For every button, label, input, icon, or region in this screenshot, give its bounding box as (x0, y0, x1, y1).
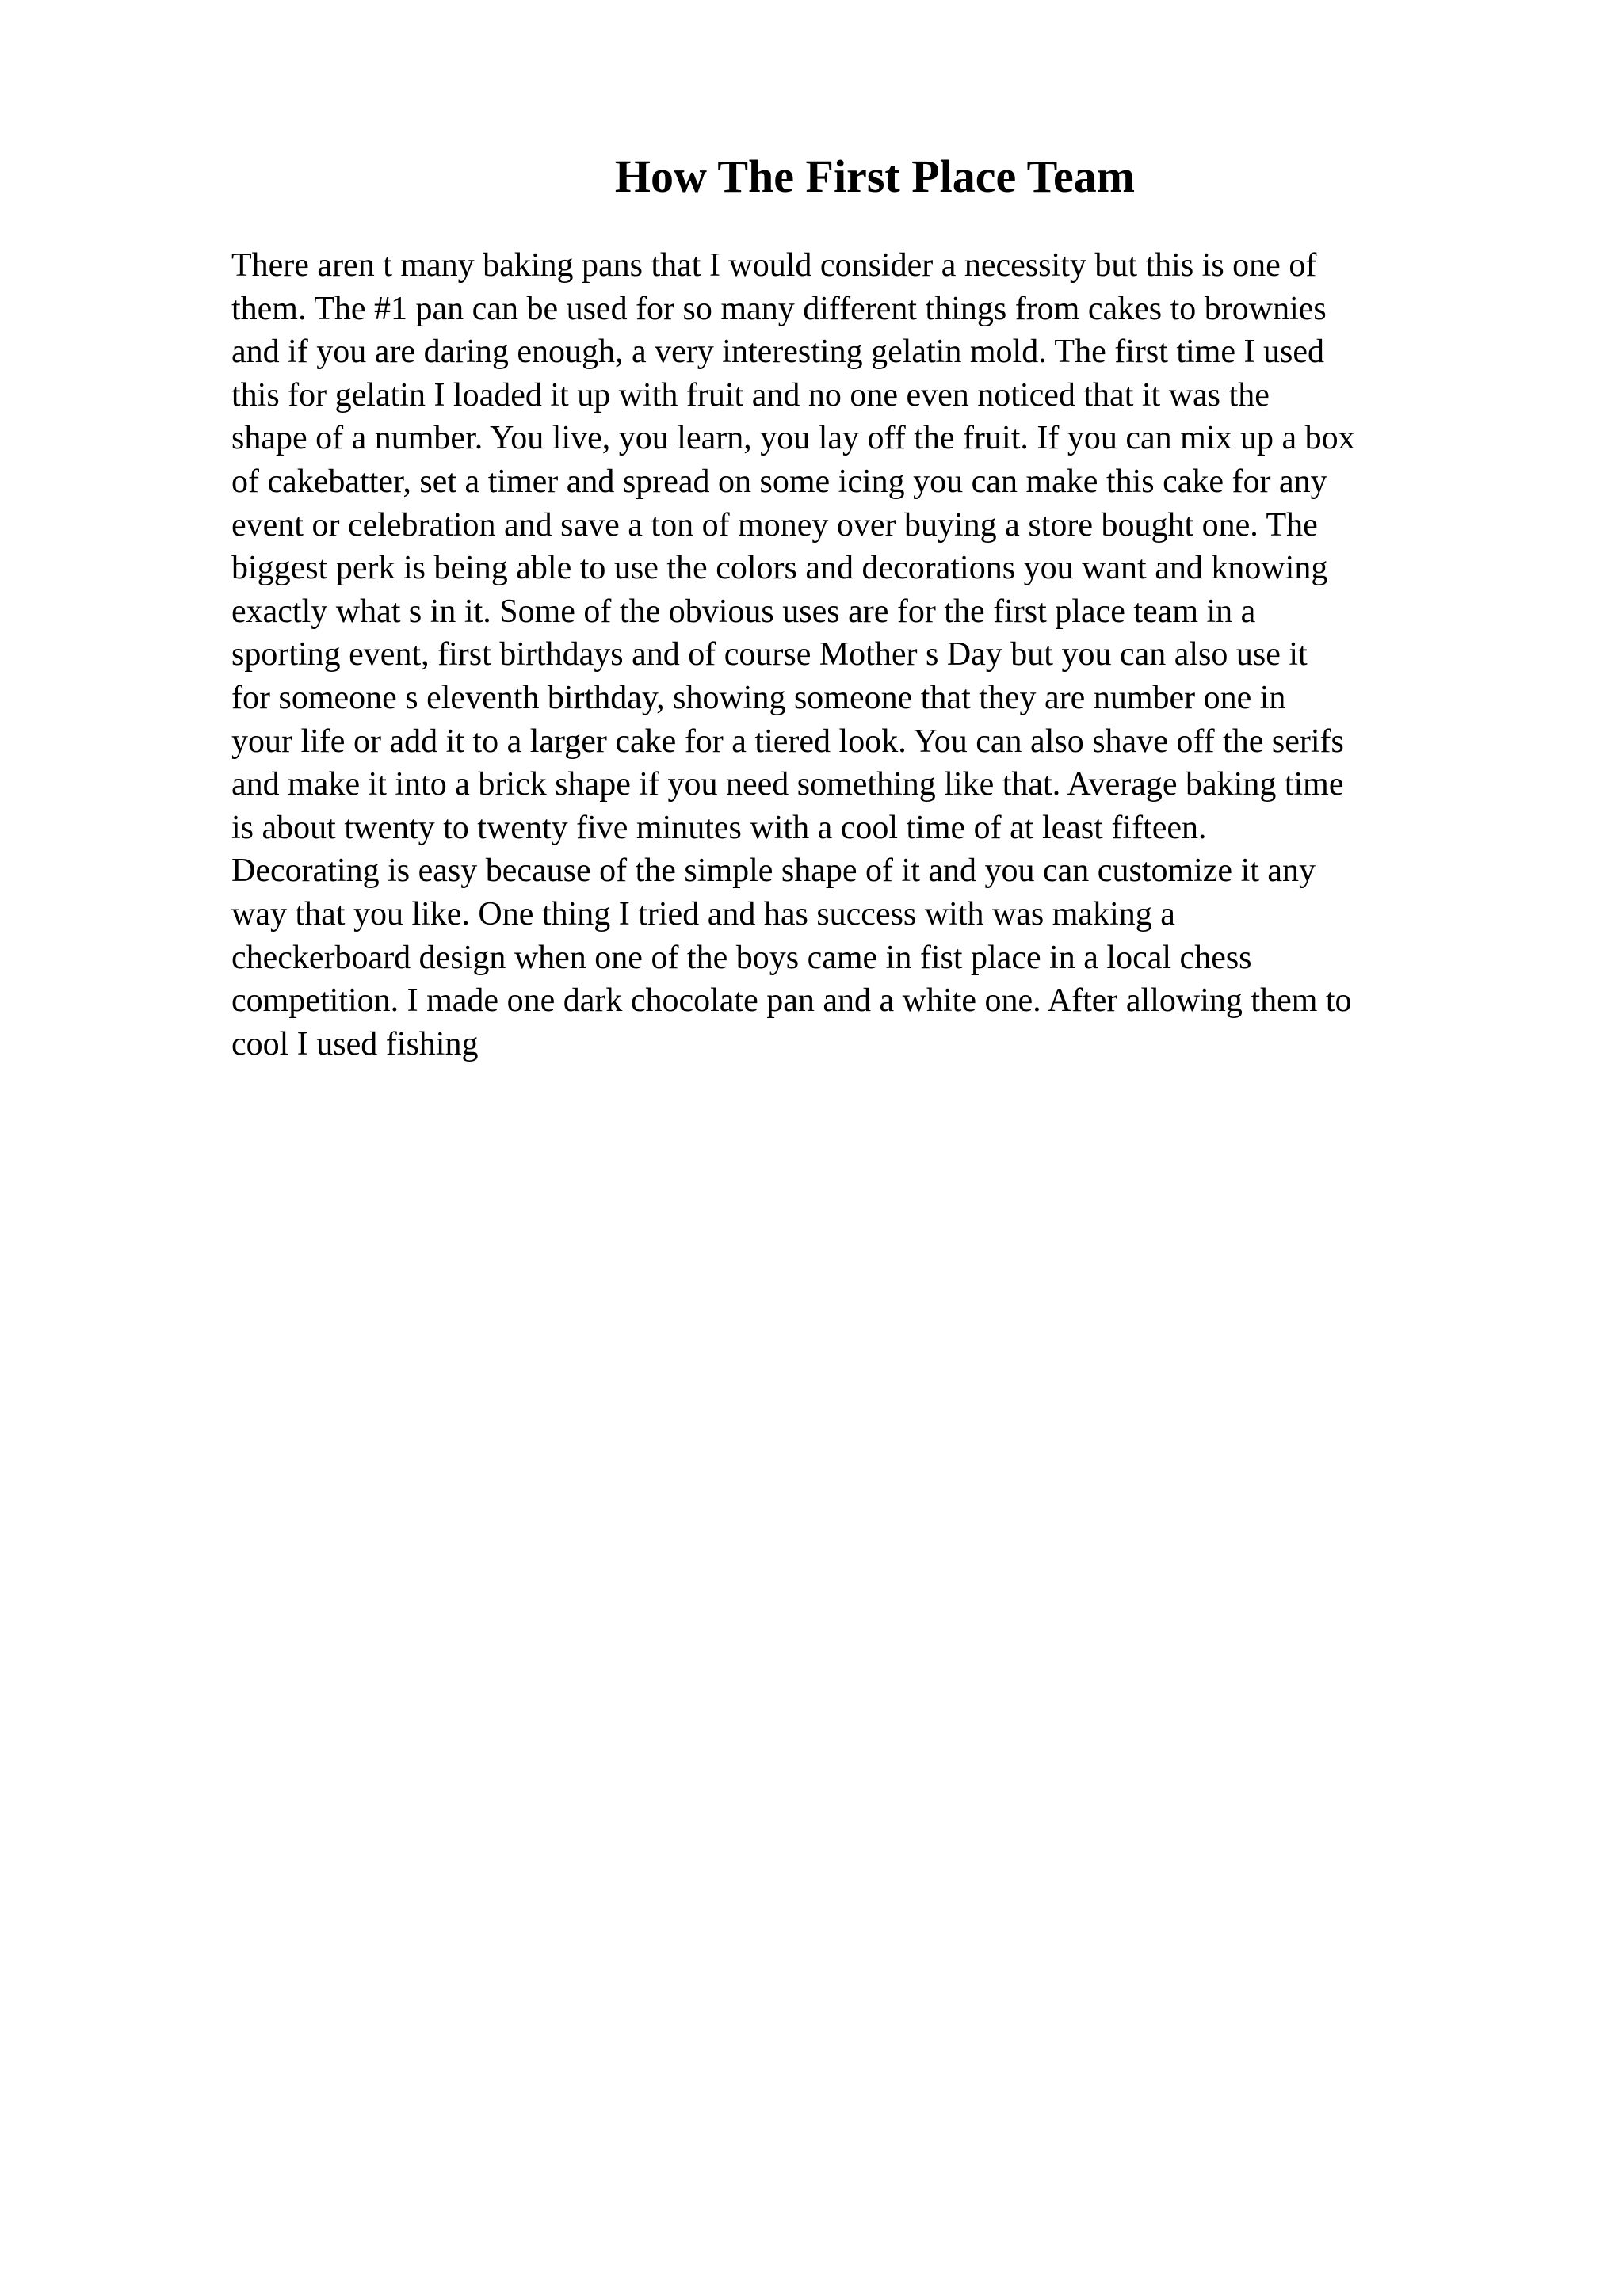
body-line: sporting event, first birthdays and of course Mother s Day but you can also use it (231, 636, 1308, 673)
body-line: Decorating is easy because of the simple shape of it and you can customize it any (231, 852, 1316, 890)
body-line: event or celebration and save a ton of money over buying a store bought one. The (231, 506, 1318, 543)
body-line: There aren t many baking pans that I would consider a necessity but this is one of (231, 247, 1317, 284)
body-line: of cakebatter, set a timer and spread on some icing you can make this cake for any (231, 463, 1327, 500)
body-line: cool I used fishing (231, 1025, 479, 1062)
document-body (231, 244, 1499, 1066)
body-line: shape of a number. You live, you learn, you lay off the fruit. If you can mix up a box (231, 420, 1355, 457)
body-line: this for gelatin I loaded it up with fruit and no one even noticed that it was the (231, 376, 1270, 414)
document-title: How The First Place Team (614, 151, 1136, 202)
body-line: competition. I made one dark chocolate pan and a white one. After allowing them to (231, 982, 1352, 1020)
body-line: and if you are daring enough, a very interesting gelatin mold. The first time I used (231, 334, 1325, 371)
body-line: your life or add it to a larger cake for a tiered look. You can also shave off the serifs (231, 723, 1344, 760)
body-line: checkerboard design when one of the boys came in fist place in a local chess (231, 939, 1252, 976)
body-line: for someone s eleventh birthday, showing someone that they are number one in (231, 679, 1286, 716)
body-line: and make it into a brick shape if you need something like that. Average baking time (231, 766, 1344, 803)
body-line: is about twenty to twenty five minutes with a cool time of at least fifteen. (231, 809, 1207, 846)
body-line: way that you like. One thing I tried and has success with was making a (231, 895, 1175, 933)
body-line: biggest perk is being able to use the colors and decorations you want and knowing (231, 550, 1328, 587)
body-line: them. The #1 pan can be used for so many different things from cakes to brownies (231, 290, 1327, 327)
body-line: exactly what s in it. Some of the obvious uses are for the first place team in a (231, 593, 1256, 630)
